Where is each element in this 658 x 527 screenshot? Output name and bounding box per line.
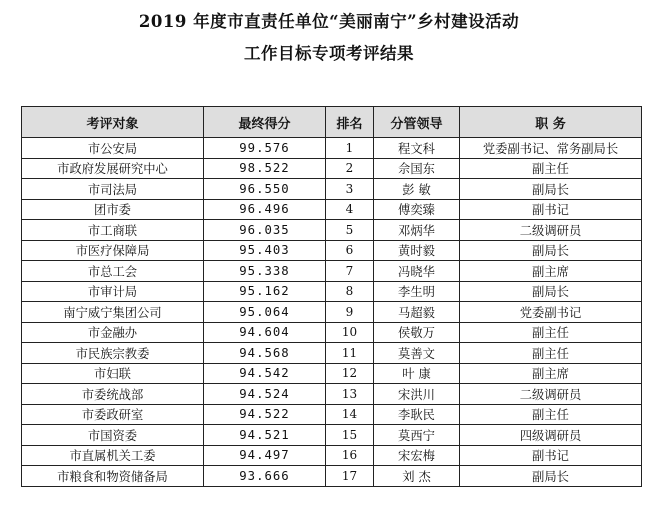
table-row — [22, 281, 642, 302]
table-body — [22, 138, 642, 487]
cell-rank: 13 — [326, 384, 374, 405]
cell-unit: 市金融办 — [22, 322, 204, 343]
cell-leader: 宋洪川 — [374, 384, 460, 405]
cell-score: 98.522 — [204, 158, 326, 179]
table-row — [22, 384, 642, 405]
table-row — [22, 158, 642, 179]
cell-leader: 莫西宁 — [374, 425, 460, 446]
header-leader: 分管领导 — [374, 107, 460, 138]
table-row — [22, 425, 642, 446]
cell-score: 94.522 — [204, 404, 326, 425]
cell-rank: 15 — [326, 425, 374, 446]
cell-position: 副局长 — [460, 281, 642, 302]
table-row — [22, 466, 642, 487]
cell-position: 副主席 — [460, 363, 642, 384]
cell-leader: 侯敬万 — [374, 322, 460, 343]
cell-position: 副书记 — [460, 199, 642, 220]
cell-position: 二级调研员 — [460, 384, 642, 405]
table-row — [22, 302, 642, 323]
cell-unit: 市司法局 — [22, 179, 204, 200]
cell-rank: 9 — [326, 302, 374, 323]
cell-leader: 马超毅 — [374, 302, 460, 323]
cell-position: 党委副书记 — [460, 302, 642, 323]
cell-unit: 市妇联 — [22, 363, 204, 384]
cell-unit: 团市委 — [22, 199, 204, 220]
cell-unit: 市委统战部 — [22, 384, 204, 405]
table-row — [22, 220, 642, 241]
cell-score: 94.524 — [204, 384, 326, 405]
results-table — [21, 106, 642, 487]
cell-rank: 12 — [326, 363, 374, 384]
document-title-line-2: 工作目标专项考评结果 — [244, 44, 414, 63]
cell-score: 95.162 — [204, 281, 326, 302]
cell-leader: 叶 康 — [374, 363, 460, 384]
cell-leader: 宋宏梅 — [374, 445, 460, 466]
cell-position: 副局长 — [460, 466, 642, 487]
cell-rank: 8 — [326, 281, 374, 302]
table-row — [22, 179, 642, 200]
table-header-row — [22, 107, 642, 138]
header-score: 最终得分 — [204, 107, 326, 138]
table-row — [22, 363, 642, 384]
cell-position: 副主任 — [460, 404, 642, 425]
cell-leader: 莫善文 — [374, 343, 460, 364]
cell-unit: 南宁威宁集团公司 — [22, 302, 204, 323]
table-row — [22, 404, 642, 425]
cell-score: 94.568 — [204, 343, 326, 364]
table-row — [22, 445, 642, 466]
table-row — [22, 240, 642, 261]
cell-unit: 市委政研室 — [22, 404, 204, 425]
cell-rank: 1 — [326, 138, 374, 159]
cell-leader: 佘国东 — [374, 158, 460, 179]
cell-position: 副局长 — [460, 240, 642, 261]
cell-rank: 5 — [326, 220, 374, 241]
cell-position: 副主席 — [460, 261, 642, 282]
cell-score: 95.403 — [204, 240, 326, 261]
cell-leader: 李生明 — [374, 281, 460, 302]
cell-score: 96.496 — [204, 199, 326, 220]
table-row — [22, 322, 642, 343]
cell-unit: 市公安局 — [22, 138, 204, 159]
cell-leader: 邓炳华 — [374, 220, 460, 241]
cell-unit: 市医疗保障局 — [22, 240, 204, 261]
cell-unit: 市民族宗教委 — [22, 343, 204, 364]
cell-rank: 2 — [326, 158, 374, 179]
cell-unit: 市总工会 — [22, 261, 204, 282]
cell-position: 党委副书记、常务副局长 — [460, 138, 642, 159]
header-unit: 考评对象 — [22, 107, 204, 138]
cell-leader: 程文科 — [374, 138, 460, 159]
header-position: 职 务 — [460, 107, 642, 138]
cell-rank: 17 — [326, 466, 374, 487]
table-row — [22, 343, 642, 364]
cell-score: 94.604 — [204, 322, 326, 343]
cell-leader: 黄时毅 — [374, 240, 460, 261]
cell-rank: 7 — [326, 261, 374, 282]
cell-score: 94.542 — [204, 363, 326, 384]
cell-score: 93.666 — [204, 466, 326, 487]
cell-unit: 市审计局 — [22, 281, 204, 302]
cell-score: 99.576 — [204, 138, 326, 159]
cell-position: 四级调研员 — [460, 425, 642, 446]
cell-unit: 市政府发展研究中心 — [22, 158, 204, 179]
document-title-line-1: 2019 年度市直责任单位“美丽南宁”乡村建设活动 — [138, 12, 520, 31]
table-row — [22, 261, 642, 282]
table-row — [22, 199, 642, 220]
cell-rank: 3 — [326, 179, 374, 200]
header-rank: 排名 — [326, 107, 374, 138]
cell-position: 副局长 — [460, 179, 642, 200]
cell-score: 95.064 — [204, 302, 326, 323]
cell-unit: 市粮食和物资储备局 — [22, 466, 204, 487]
cell-rank: 11 — [326, 343, 374, 364]
cell-leader: 彭 敏 — [374, 179, 460, 200]
cell-score: 94.521 — [204, 425, 326, 446]
cell-rank: 14 — [326, 404, 374, 425]
cell-position: 副书记 — [460, 445, 642, 466]
table-row — [22, 138, 642, 159]
cell-leader: 傅奕臻 — [374, 199, 460, 220]
cell-unit: 市直属机关工委 — [22, 445, 204, 466]
cell-score: 96.035 — [204, 220, 326, 241]
cell-rank: 4 — [326, 199, 374, 220]
cell-position: 副主任 — [460, 322, 642, 343]
cell-rank: 16 — [326, 445, 374, 466]
cell-position: 副主任 — [460, 158, 642, 179]
cell-score: 95.338 — [204, 261, 326, 282]
cell-leader: 李耿民 — [374, 404, 460, 425]
cell-rank: 10 — [326, 322, 374, 343]
cell-score: 94.497 — [204, 445, 326, 466]
cell-position: 二级调研员 — [460, 220, 642, 241]
cell-unit: 市国资委 — [22, 425, 204, 446]
cell-score: 96.550 — [204, 179, 326, 200]
cell-leader: 刘 杰 — [374, 466, 460, 487]
cell-unit: 市工商联 — [22, 220, 204, 241]
cell-rank: 6 — [326, 240, 374, 261]
cell-position: 副主任 — [460, 343, 642, 364]
cell-leader: 冯晓华 — [374, 261, 460, 282]
